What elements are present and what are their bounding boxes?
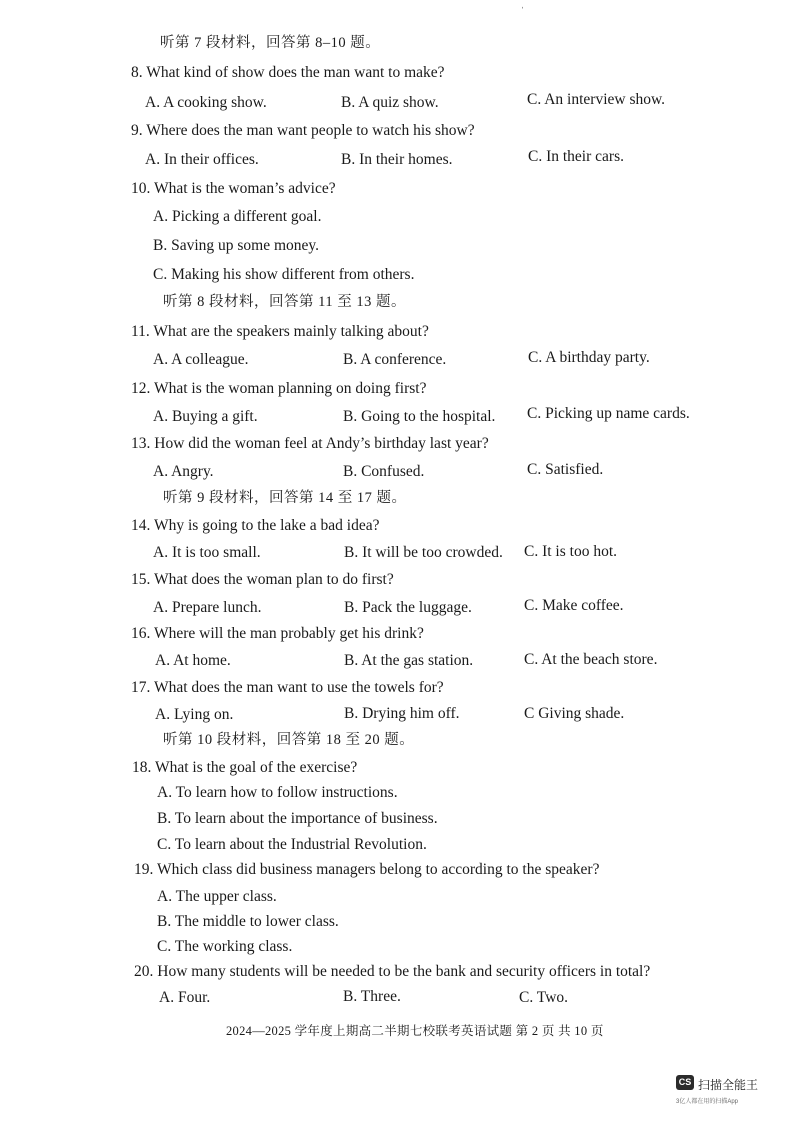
option-10a: A. Picking a different goal. [153, 208, 322, 225]
option-16b: B. At the gas station. [344, 652, 474, 669]
option-20a: A. Four. [159, 989, 211, 1006]
question-18: 18. What is the goal of the exercise? [132, 759, 358, 776]
option-19b: B. The middle to lower class. [157, 913, 339, 930]
option-9c: C. In their cars. [528, 148, 624, 165]
section-heading-10: 听第 10 段材料，回答第 18 至 20 题。 [163, 732, 415, 748]
question-12: 12. What is the woman planning on doing first? [131, 380, 427, 397]
camscanner-brand: 扫描全能王 [698, 1078, 759, 1092]
option-17c: C Giving shade. [524, 705, 625, 722]
option-8b: B. A quiz show. [341, 94, 439, 111]
option-15a: A. Prepare lunch. [153, 599, 262, 616]
question-17: 17. What does the man want to use the towels for? [131, 679, 444, 696]
option-13a: A. Angry. [153, 463, 214, 480]
option-15b: B. Pack the luggage. [344, 599, 472, 616]
question-11: 11. What are the speakers mainly talking about? [131, 323, 429, 340]
option-15c: C. Make coffee. [524, 597, 624, 614]
option-16a: A. At home. [155, 652, 231, 669]
option-11c: C. A birthday party. [528, 349, 650, 366]
option-11a: A. A colleague. [153, 351, 249, 368]
scan-speck: ˈ [521, 6, 525, 17]
camscanner-logo-icon: CS [676, 1075, 694, 1090]
question-9: 9. Where does the man want people to watch his show? [131, 122, 475, 139]
option-18c: C. To learn about the Industrial Revolution. [157, 836, 427, 853]
option-18b: B. To learn about the importance of business. [157, 810, 438, 827]
option-17b: B. Drying him off. [344, 705, 460, 722]
option-12a: A. Buying a gift. [153, 408, 258, 425]
question-14: 14. Why is going to the lake a bad idea? [131, 517, 380, 534]
question-10: 10. What is the woman’s advice? [131, 180, 336, 197]
option-8c: C. An interview show. [527, 91, 666, 108]
option-14c: C. It is too hot. [524, 543, 618, 560]
section-heading-9: 听第 9 段材料，回答第 14 至 17 题。 [163, 490, 407, 506]
question-16: 16. Where will the man probably get his drink? [131, 625, 424, 642]
option-14b: B. It will be too crowded. [344, 544, 503, 561]
option-9b: B. In their homes. [341, 151, 453, 168]
option-19c: C. The working class. [157, 938, 293, 955]
option-17a: A. Lying on. [155, 706, 234, 723]
page-footer: 2024—2025 学年度上期高二半期七校联考英语试题 第 2 页 共 10 页 [226, 1024, 604, 1038]
section-heading-7: 听第 7 段材料，回答第 8–10 题。 [160, 35, 381, 51]
option-16c: C. At the beach store. [524, 651, 658, 668]
option-12c: C. Picking up name cards. [527, 405, 690, 422]
camscanner-tagline: 3亿人都在用的扫描App [676, 1099, 739, 1105]
option-14a: A. It is too small. [153, 544, 261, 561]
option-11b: B. A conference. [343, 351, 447, 368]
option-19a: A. The upper class. [157, 888, 277, 905]
option-10b: B. Saving up some money. [153, 237, 320, 254]
option-8a: A. A cooking show. [145, 94, 267, 111]
section-heading-8: 听第 8 段材料，回答第 11 至 13 题。 [163, 294, 406, 310]
option-18a: A. To learn how to follow instructions. [157, 784, 398, 801]
question-19: 19. Which class did business managers belong to according to the speaker? [134, 861, 600, 878]
option-13b: B. Confused. [343, 463, 425, 480]
option-9a: A. In their offices. [145, 151, 259, 168]
option-20c: C. Two. [519, 989, 569, 1006]
option-13c: C. Satisfied. [527, 461, 604, 478]
option-10c: C. Making his show different from others. [153, 266, 415, 283]
question-15: 15. What does the woman plan to do first? [131, 571, 394, 588]
question-20: 20. How many students will be needed to be the bank and security officers in total? [134, 963, 651, 980]
question-8: 8. What kind of show does the man want to make? [131, 64, 445, 81]
option-12b: B. Going to the hospital. [343, 408, 496, 425]
question-13: 13. How did the woman feel at Andy’s birthday last year? [131, 435, 489, 452]
option-20b: B. Three. [343, 988, 401, 1005]
